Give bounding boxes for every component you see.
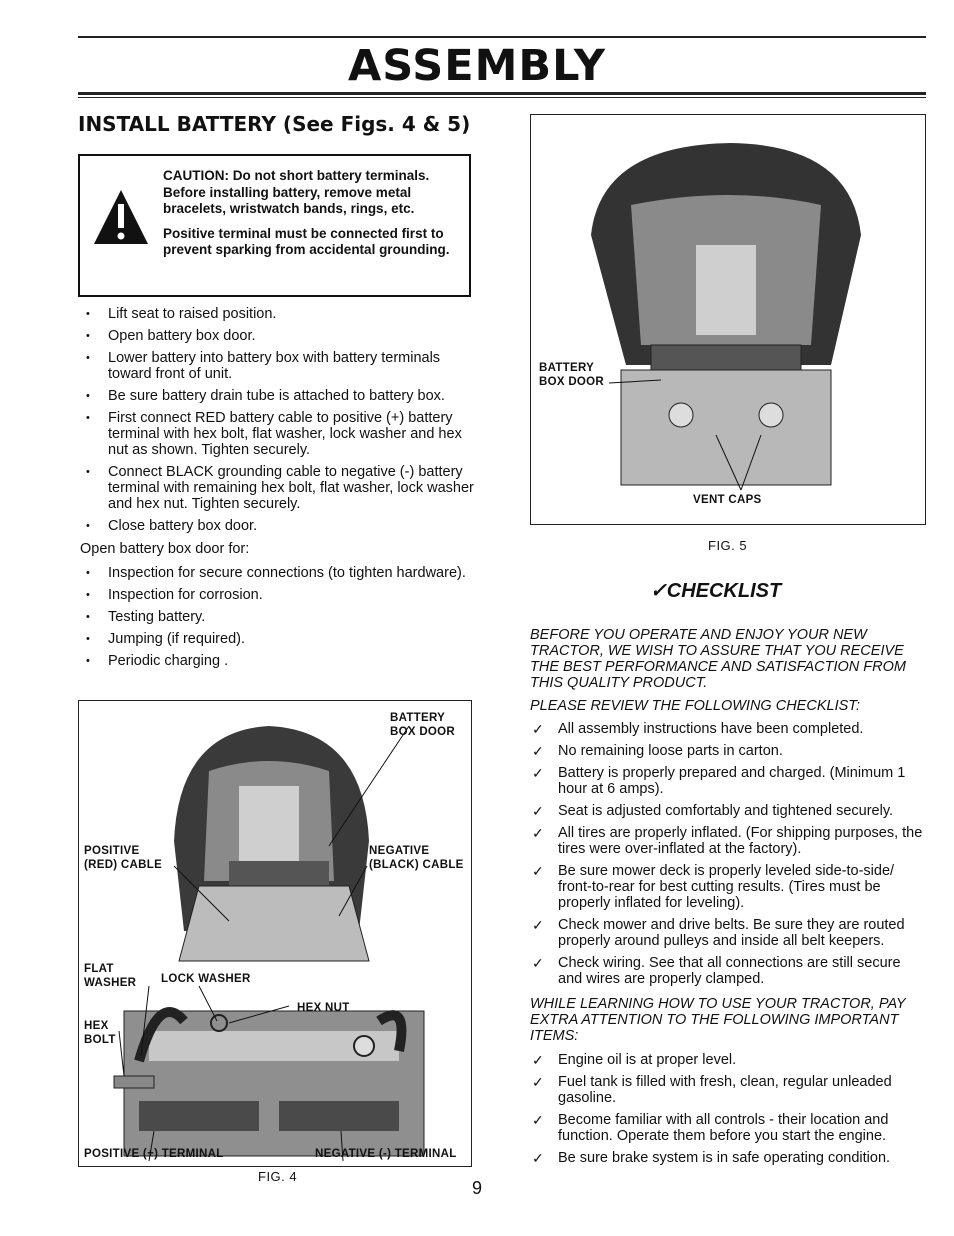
- label-battery-box-door: BATTERY BOX DOOR: [539, 362, 605, 388]
- fig5-caption: FIG. 5: [708, 538, 748, 553]
- install-steps-list: [80, 306, 476, 540]
- list-item: • Inspection for secure connections (to tighten hardware).: [80, 565, 476, 581]
- label-hex-nut: HEX NUT: [297, 1002, 350, 1014]
- list-item: ✓ Check wiring. See that all connections are still secure and wires are properly clamped.: [530, 955, 928, 987]
- open-door-list: [80, 565, 476, 675]
- list-item: ✓ Fuel tank is filled with fresh, clean, regular unleaded gasoline.: [530, 1074, 928, 1106]
- list-item: • Inspection for corrosion.: [80, 587, 476, 603]
- top-rule: [78, 36, 926, 38]
- title-rule-thin: [78, 97, 926, 98]
- label-hex-bolt: HEX BOLT: [84, 1020, 116, 1046]
- checklist-review: PLEASE REVIEW THE FOLLOWING CHECKLIST:: [530, 698, 861, 714]
- list-item: ✓ Become familiar with all controls - their location and function. Operate them before you start the engine.: [530, 1112, 928, 1144]
- list-item: ✓ Engine oil is at proper level.: [530, 1052, 928, 1068]
- fig4-caption: FIG. 4: [258, 1169, 298, 1184]
- list-item: • First connect RED battery cable to positive (+) battery terminal with hex bolt, flat washer, lock washer and hex nut as shown. Tighten securely.: [80, 410, 476, 458]
- list-item: • Connect BLACK grounding cable to negative (-) battery terminal with remaining hex bolt, flat washer, lock washer and hex nut. Tighten securely.: [80, 464, 476, 512]
- label-lock-washer: LOCK WASHER: [161, 973, 251, 985]
- list-item: • Close battery box door.: [80, 518, 476, 534]
- learning-items: [530, 1052, 928, 1172]
- list-item: ✓ Be sure brake system is in safe operating condition.: [530, 1150, 928, 1166]
- checklist-heading: CHECKLIST: [666, 580, 782, 602]
- warning-icon: [90, 186, 152, 248]
- label-negative-terminal: NEGATIVE (-) TERMINAL: [315, 1148, 457, 1160]
- checklist-intro: BEFORE YOU OPERATE AND ENJOY YOUR NEW TRACTOR, WE WISH TO ASSURE THAT YOU RECEIVE THE BEST PERFORMANCE AND SATISFACTION FROM THIS QUALITY PRODUCT.: [530, 627, 906, 691]
- title-rule: [78, 92, 926, 95]
- list-item: • Lower battery into battery box with battery terminals toward front of unit.: [80, 350, 476, 382]
- list-item: • Periodic charging .: [80, 653, 476, 669]
- label-vent-caps: VENT CAPS: [693, 494, 762, 506]
- list-item: • Open battery box door.: [80, 328, 476, 344]
- checklist-heading-wrap: [650, 578, 781, 603]
- battery-illustration: [79, 701, 472, 1167]
- list-item: • Be sure battery drain tube is attached to battery box.: [80, 388, 476, 404]
- caution-text: CAUTION: Do not short battery terminals. Before installing battery, remove metal bracelets, wristwatch bands, rings, etc.: [163, 168, 430, 216]
- list-item: ✓ Seat is adjusted comfortably and tightened securely.: [530, 803, 928, 819]
- page-number: 9: [471, 1178, 482, 1198]
- caution-text-2: Positive terminal must be connected first to prevent sparking from accidental grounding.: [163, 225, 450, 257]
- list-item: ✓ Be sure mower deck is properly leveled side-to-side/ front-to-rear for best cutting results. (Tires must be properly inflated for leveling).: [530, 863, 928, 911]
- list-item: ✓ Check mower and drive belts. Be sure they are routed properly around pulleys and inside all belt keepers.: [530, 917, 928, 949]
- learning-intro: WHILE LEARNING HOW TO USE YOUR TRACTOR, PAY EXTRA ATTENTION TO THE FOLLOWING IMPORTANT ITEMS:: [530, 996, 906, 1044]
- label-negative-cable: NEGATIVE (BLACK) CABLE: [369, 845, 464, 871]
- checklist-items: [530, 721, 928, 993]
- list-item: ✓ All assembly instructions have been completed.: [530, 721, 928, 737]
- open-door-intro: Open battery box door for:: [80, 541, 250, 557]
- fig5-illustration: [530, 114, 926, 525]
- list-item: ✓ Battery is properly prepared and charged. (Minimum 1 hour at 6 amps).: [530, 765, 928, 797]
- label-positive-terminal: POSITIVE (+) TERMINAL: [84, 1148, 224, 1160]
- battery-box-illustration: [531, 115, 926, 525]
- label-battery-box-door: BATTERY BOX DOOR: [390, 712, 456, 738]
- list-item: ✓ All tires are properly inflated. (For shipping purposes, the tires were over-inflated at the factory).: [530, 825, 928, 857]
- section-heading: INSTALL BATTERY (See Figs. 4 & 5): [78, 112, 471, 136]
- list-item: ✓ No remaining loose parts in carton.: [530, 743, 928, 759]
- check-icon: ✓: [650, 580, 667, 602]
- page-title: ASSEMBLY: [347, 41, 607, 91]
- list-item: • Testing battery.: [80, 609, 476, 625]
- fig4-illustration: [78, 700, 472, 1167]
- caution-box: [78, 154, 471, 297]
- label-positive-cable: POSITIVE (RED) CABLE: [84, 845, 163, 871]
- label-flat-washer: FLAT WASHER: [84, 963, 137, 989]
- list-item: • Jumping (if required).: [80, 631, 476, 647]
- list-item: • Lift seat to raised position.: [80, 306, 476, 322]
